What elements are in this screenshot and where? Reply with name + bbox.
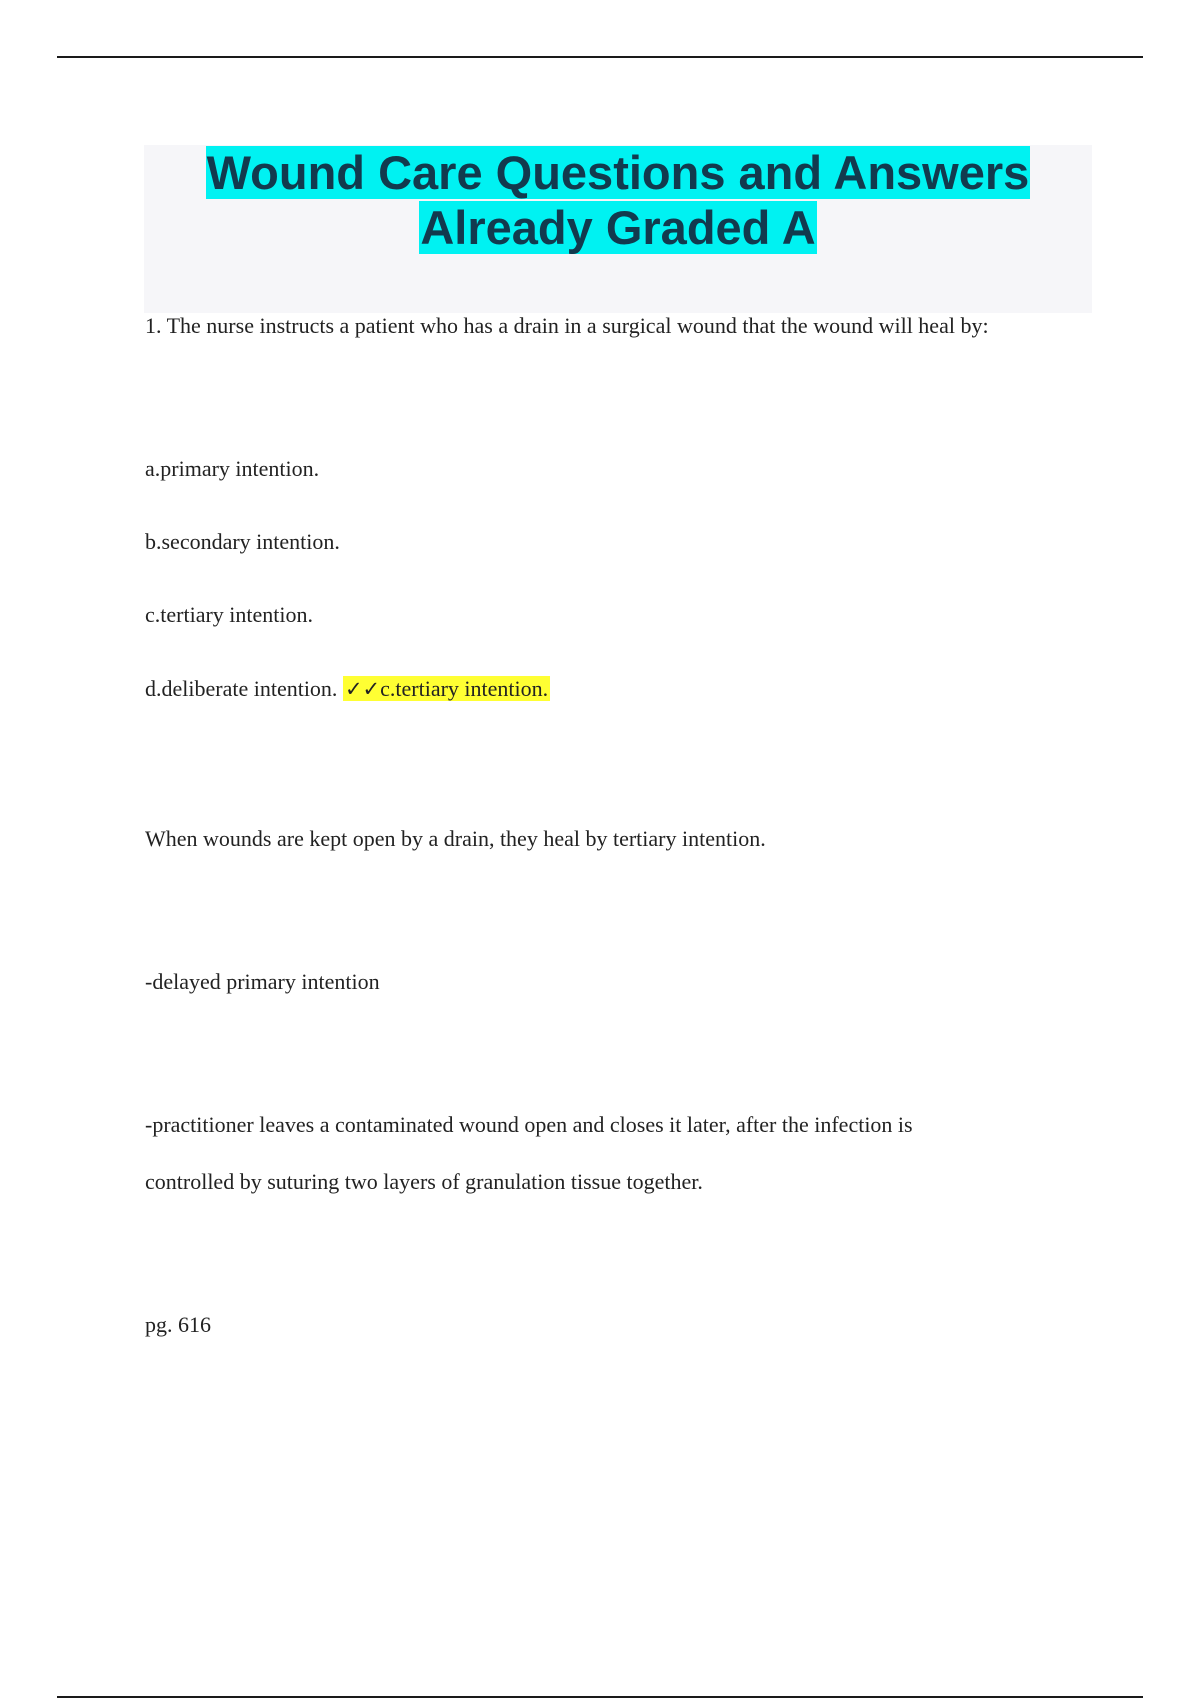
top-rule xyxy=(57,56,1143,58)
answer-highlight xyxy=(343,676,550,701)
note-practitioner-line-2: controlled by suturing two layers of granulation tissue together. xyxy=(145,1169,703,1194)
check-mark-icon: ✓✓ xyxy=(344,677,381,701)
document-title xyxy=(144,145,1092,255)
answer-text: c.tertiary intention. xyxy=(380,676,549,701)
note-delayed-primary: -delayed primary intention xyxy=(145,969,380,994)
explanation-text: When wounds are kept open by a drain, they heal by tertiary intention. xyxy=(145,826,766,851)
title-line-2: Already Graded A xyxy=(420,201,816,254)
option-a: a.primary intention. xyxy=(145,456,320,481)
option-d: d.deliberate intention. xyxy=(145,676,338,701)
option-d-row xyxy=(145,675,550,703)
note-practitioner-line-1: -practitioner leaves a contaminated wound open and closes it later, after the infection is xyxy=(145,1112,913,1137)
title-line-1: Wound Care Questions and Answers xyxy=(206,146,1030,199)
option-c: c.tertiary intention. xyxy=(145,602,313,627)
page-reference: pg. 616 xyxy=(145,1312,211,1337)
bottom-rule xyxy=(57,1696,1143,1698)
option-b: b.secondary intention. xyxy=(145,529,340,554)
question-text: 1. The nurse instructs a patient who has a drain in a surgical wound that the wound will heal by: xyxy=(145,313,989,338)
